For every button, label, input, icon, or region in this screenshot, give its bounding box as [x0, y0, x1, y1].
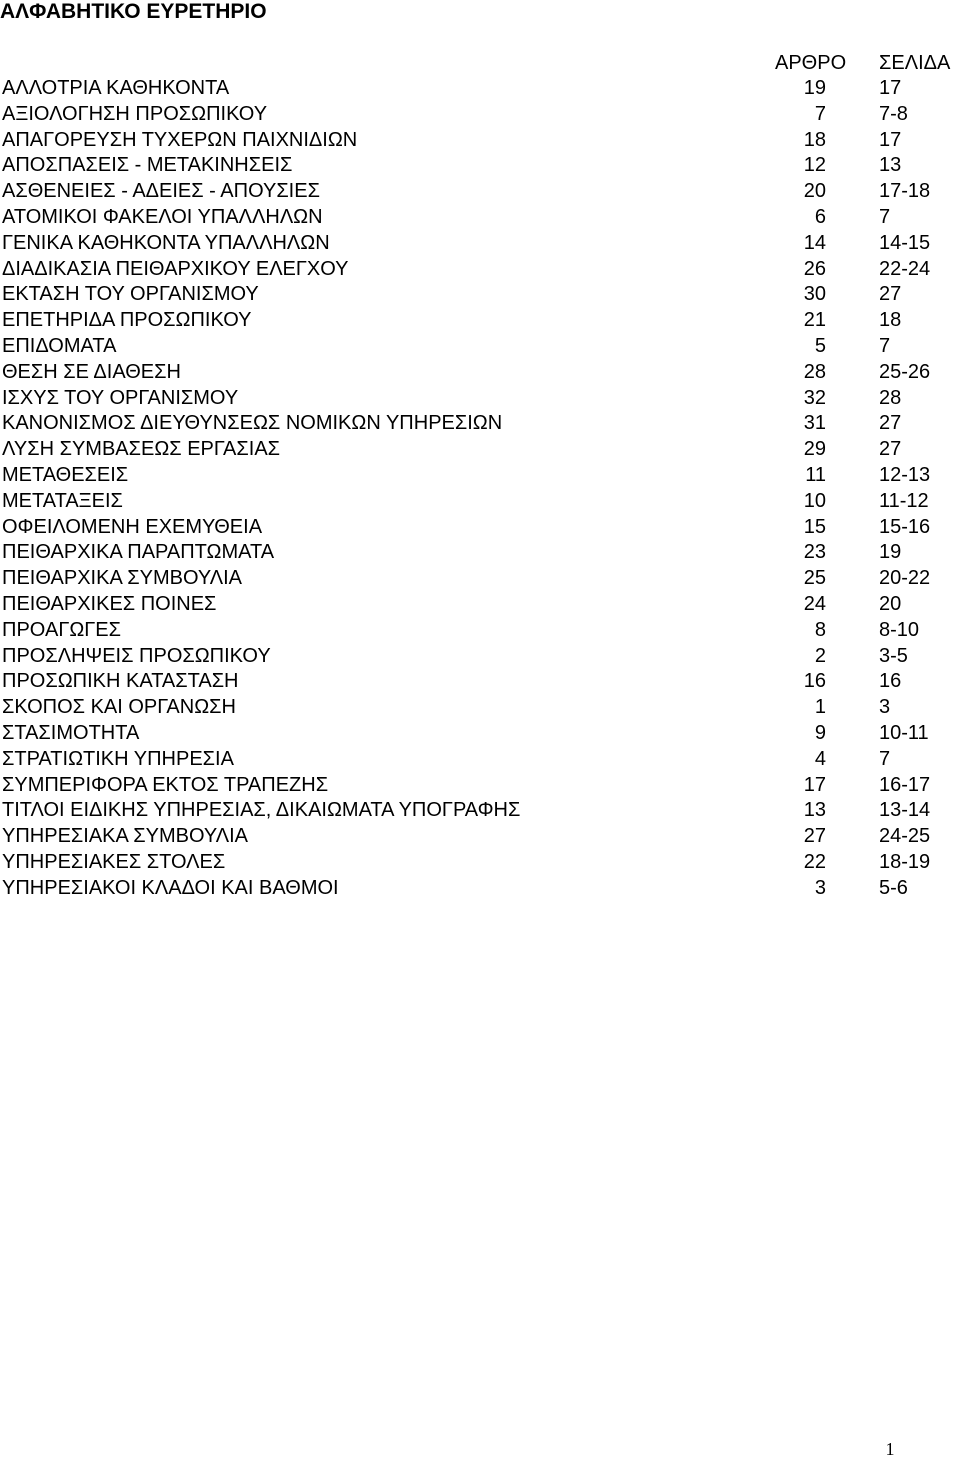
index-entry-article: 30 — [803, 283, 826, 306]
index-entry — [0, 747, 960, 773]
index-entry-article: 4 — [814, 747, 826, 770]
index-entry-article: 22 — [803, 850, 826, 873]
index-entry-topic: ΛΥΣΗ ΣΥΜΒΑΣΕΩΣ ΕΡΓΑΣΙΑΣ — [2, 438, 281, 461]
index-entry — [0, 360, 960, 386]
index-entry-page: 25-26 — [879, 360, 931, 383]
index-entry-page: 24-25 — [879, 825, 931, 848]
page-number: 1 — [885, 1439, 895, 1459]
index-entry-page: 15-16 — [879, 515, 931, 538]
index-entry — [0, 489, 960, 515]
index-entry-article: 19 — [803, 77, 826, 99]
index-entry-page: 7 — [879, 205, 891, 228]
index-entry-page: 20 — [879, 592, 902, 615]
index-entry-article: 25 — [803, 567, 826, 590]
index-entry-topic: ΠΡΟΣΛΗΨΕΙΣ ΠΡΟΣΩΠΙΚΟΥ — [2, 644, 271, 667]
index-entry — [0, 128, 960, 154]
index-entry-page: 14-15 — [879, 231, 931, 254]
index-entry-topic: ΣΤΑΣΙΜΟΤΗΤΑ — [2, 721, 140, 744]
index-entry-page: 5-6 — [879, 876, 908, 899]
index-entry-article: 31 — [803, 412, 826, 435]
index-entry — [0, 231, 960, 257]
index-entry-page: 13-14 — [879, 799, 931, 822]
index-entry-page: 17-18 — [879, 180, 931, 203]
index-entry-page: 7-8 — [879, 102, 908, 125]
index-entry-topic: ΑΠΑΓΟΡΕΥΣΗ ΤΥΧΕΡΩΝ ΠΑΙΧΝΙΔΙΩΝ — [2, 128, 358, 151]
index-entry — [0, 76, 960, 102]
index-entry-topic: ΑΛΛΟΤΡΙΑ ΚΑΘΗΚΟΝΤΑ — [2, 77, 230, 99]
index-entry-page: 27 — [879, 412, 902, 435]
index-entry-page: 10-11 — [879, 721, 929, 744]
index-entry-topic: ΕΚΤΑΣΗ ΤΟΥ ΟΡΓΑΝΙΣΜΟΥ — [2, 283, 259, 306]
index-entry-page: 22-24 — [879, 257, 931, 280]
index-entry-article: 28 — [803, 360, 826, 383]
index-entry — [0, 644, 960, 670]
index-entry-topic: ΣΤΡΑΤΙΩΤΙΚΗ ΥΠΗΡΕΣΙΑ — [2, 747, 234, 770]
index-entry-article: 24 — [803, 592, 826, 615]
index-entry-page: 17 — [879, 77, 902, 99]
index-entry — [0, 618, 960, 644]
index-entry-topic: ΣΚΟΠΟΣ ΚΑΙ ΟΡΓΑΝΩΣΗ — [2, 696, 236, 719]
page-title: ΑΛΦΑΒΗΤΙΚΟ ΕΥΡΕΤΗΡΙΟ — [0, 0, 267, 23]
index-entry-topic: ΕΠΙΔΟΜΑΤΑ — [2, 334, 117, 357]
index-entry-page: 12-13 — [879, 463, 931, 486]
index-entry — [0, 411, 960, 437]
index-entry-article: 15 — [803, 515, 826, 538]
index-entry-article: 6 — [814, 205, 826, 228]
index-entry-topic: ΤΙΤΛΟΙ ΕΙΔΙΚΗΣ ΥΠΗΡΕΣΙΑΣ, ΔΙΚΑΙΩΜΑΤΑ ΥΠΟΓΡΑΦΗΣ — [2, 799, 521, 822]
index-entry-topic: ΑΞΙΟΛΟΓΗΣΗ ΠΡΟΣΩΠΙΚΟΥ — [2, 102, 268, 125]
index-entry-article: 10 — [803, 489, 826, 512]
index-entry-page: 3-5 — [879, 644, 908, 667]
index-entry — [0, 695, 960, 721]
index-entry-topic: ΕΠΕΤΗΡΙΔΑ ΠΡΟΣΩΠΙΚΟΥ — [2, 309, 252, 332]
column-header-article: ΑΡΘΡΟ — [775, 52, 847, 74]
index-entry — [0, 592, 960, 618]
index-entry-page: 8-10 — [879, 618, 920, 641]
index-entry-topic: ΙΣΧΥΣ ΤΟΥ ΟΡΓΑΝΙΣΜΟΥ — [2, 386, 239, 409]
index-entry-topic: ΚΑΝΟΝΙΣΜΟΣ ΔΙΕΥΘΥΝΣΕΩΣ ΝΟΜΙΚΩΝ ΥΠΗΡΕΣΙΩΝ — [2, 412, 503, 435]
index-entry — [0, 437, 960, 463]
index-entry-article: 7 — [814, 102, 826, 125]
index-entry-topic: ΠΡΟΑΓΩΓΕΣ — [2, 618, 122, 641]
index-entry-topic: ΔΙΑΔΙΚΑΣΙΑ ΠΕΙΘΑΡΧΙΚΟΥ ΕΛΕΓΧΟΥ — [2, 257, 349, 280]
index-entry-topic: ΜΕΤΑΘΕΣΕΙΣ — [2, 463, 129, 486]
index-entry-topic: ΓΕΝΙΚΑ ΚΑΘΗΚΟΝΤΑ ΥΠΑΛΛΗΛΩΝ — [2, 231, 330, 254]
index-entry — [0, 257, 960, 283]
index-entry-page: 7 — [879, 747, 891, 770]
index-entry-article: 11 — [805, 463, 826, 486]
index-entry-page: 17 — [879, 128, 902, 151]
index-entry-article: 3 — [814, 876, 826, 899]
index-entry-page: 18 — [879, 309, 902, 332]
index-entry-article: 13 — [803, 799, 826, 822]
index-entry — [0, 798, 960, 824]
index-entry-page: 20-22 — [879, 567, 931, 590]
index-entry-article: 16 — [803, 670, 826, 693]
index-entry — [0, 721, 960, 747]
index-entry — [0, 334, 960, 360]
index-entry-topic: ΥΠΗΡΕΣΙΑΚΕΣ ΣΤΟΛΕΣ — [2, 850, 226, 873]
index-entry-page: 28 — [879, 386, 902, 409]
index-entry-page: 19 — [879, 541, 902, 564]
index-entry-topic: ΑΤΟΜΙΚΟΙ ΦΑΚΕΛΟΙ ΥΠΑΛΛΗΛΩΝ — [2, 205, 323, 228]
index-entry-article: 14 — [803, 231, 826, 254]
index-entry — [0, 876, 960, 902]
index-entry — [0, 540, 960, 566]
index-entry-topic: ΥΠΗΡΕΣΙΑΚΑ ΣΥΜΒΟΥΛΙΑ — [2, 825, 249, 848]
index-entry-topic: ΠΡΟΣΩΠΙΚΗ ΚΑΤΑΣΤΑΣΗ — [2, 670, 239, 693]
index-entry-article: 9 — [814, 721, 826, 744]
index-entry-topic: ΑΠΟΣΠΑΣΕΙΣ - ΜΕΤΑΚΙΝΗΣΕΙΣ — [2, 154, 293, 177]
index-entry-article: 18 — [803, 128, 826, 151]
index-entry — [0, 850, 960, 876]
index-entry-topic: ΠΕΙΘΑΡΧΙΚΑ ΠΑΡΑΠΤΩΜΑΤΑ — [2, 541, 275, 564]
index-entry-topic: ΥΠΗΡΕΣΙΑΚΟΙ ΚΛΑΔΟΙ ΚΑΙ ΒΑΘΜΟΙ — [2, 876, 339, 899]
index-entry — [0, 824, 960, 850]
index-entry-article: 26 — [803, 257, 826, 280]
index-entry-article: 32 — [803, 386, 826, 409]
index-entry-topic: ΟΦΕΙΛΟΜΕΝΗ ΕΧΕΜΥΘΕΙΑ — [2, 515, 263, 538]
index-entry — [0, 102, 960, 128]
index-entry-article: 2 — [814, 644, 826, 667]
index-entry-page: 16 — [879, 670, 902, 693]
index-entry-page: 27 — [879, 438, 902, 461]
index-entry — [0, 386, 960, 412]
index-entry — [0, 463, 960, 489]
index-entry-page: 11-12 — [879, 489, 929, 512]
index-entry — [0, 153, 960, 179]
index-entry-article: 20 — [803, 180, 826, 203]
index-entry — [0, 308, 960, 334]
index-entry — [0, 205, 960, 231]
index-entry-topic: ΠΕΙΘΑΡΧΙΚΑ ΣΥΜΒΟΥΛΙΑ — [2, 567, 242, 590]
index-entry-page: 27 — [879, 283, 902, 306]
index-entry — [0, 669, 960, 695]
index-entry — [0, 515, 960, 541]
index-entry-topic: ΣΥΜΠΕΡΙΦΟΡΑ ΕΚΤΟΣ ΤΡΑΠΕΖΗΣ — [2, 773, 329, 796]
index-list — [0, 76, 960, 902]
index-entry-topic: ΜΕΤΑΤΑΞΕΙΣ — [2, 489, 123, 512]
index-entry-article: 17 — [803, 773, 826, 796]
index-entry-article: 21 — [803, 309, 826, 332]
index-entry-article: 5 — [814, 334, 826, 357]
index-entry-article: 27 — [803, 825, 826, 848]
index-entry-article: 8 — [814, 618, 826, 641]
index-entry-page: 18-19 — [879, 850, 931, 873]
index-entry-article: 1 — [814, 696, 826, 719]
index-entry-topic: ΠΕΙΘΑΡΧΙΚΕΣ ΠΟΙΝΕΣ — [2, 592, 217, 615]
index-entry — [0, 566, 960, 592]
index-entry-topic: ΘΕΣΗ ΣΕ ΔΙΑΘΕΣΗ — [2, 360, 181, 383]
index-entry-page: 7 — [879, 334, 891, 357]
index-entry-article: 29 — [803, 438, 826, 461]
index-entry — [0, 179, 960, 205]
index-entry — [0, 282, 960, 308]
column-header-page: ΣΕΛΙΔΑ — [879, 52, 951, 74]
index-entry — [0, 773, 960, 799]
index-entry-topic: ΑΣΘΕΝΕΙΕΣ - ΑΔΕΙΕΣ - ΑΠΟΥΣΙΕΣ — [2, 180, 320, 203]
index-entry-page: 3 — [879, 696, 891, 719]
index-entry-page: 13 — [879, 154, 902, 177]
index-entry-article: 12 — [803, 154, 826, 177]
index-entry-page: 16-17 — [879, 773, 931, 796]
index-entry-article: 23 — [803, 541, 826, 564]
